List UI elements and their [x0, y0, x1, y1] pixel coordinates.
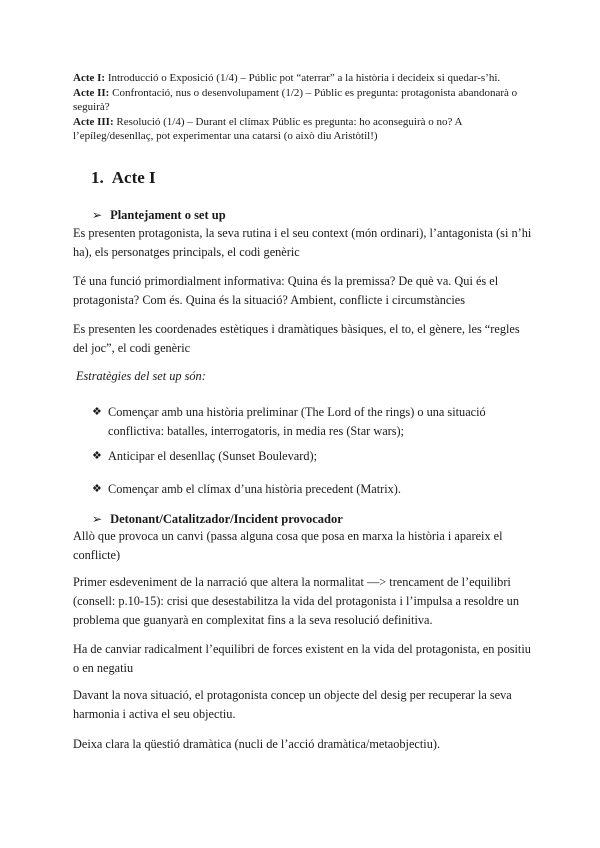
diamond-bullet-icon: ❖: [92, 450, 102, 462]
diamond-bullet-icon: ❖: [92, 483, 102, 495]
subheading-detonant: [92, 512, 343, 527]
diamond-bullet-icon: ❖: [92, 406, 102, 418]
heading-acte-1: [91, 168, 156, 188]
subheading-setup: [92, 208, 226, 223]
summary-act-2: Acte II: Confrontació, nus o desenvolupament (1/2) – Públic es pregunta: protagonista abandonarà o seguirà?: [73, 86, 518, 113]
paragraph: Té una funció primordialment informativa: Quina és la premissa? De què va. Qui és el protagonista? Com és. Quina és la situació? Ambient, conflicte i circumstàncies: [73, 274, 499, 307]
heading-title: Acte I: [111, 168, 156, 187]
paragraph: Es presenten protagonista, la seva rutina i el seu context (món ordinari), l’antagonista (si n’hi ha), els personatges principals, el codi genèric: [73, 226, 532, 259]
subheading-detonant-title: Detonant/Catalitzador/Incident provocador: [110, 512, 343, 526]
heading-number: 1.: [91, 168, 104, 187]
arrow-bullet-icon: ➢: [92, 208, 103, 222]
subheading-setup-title: Plantejament o set up: [110, 208, 226, 222]
strategies-label: Estratègies del set up són:: [76, 369, 206, 383]
paragraph: Davant la nova situació, el protagonista concep un objecte del desig per recuperar la seva harmonia i activa el seu objectiu.: [73, 688, 512, 721]
arrow-bullet-icon: ➢: [92, 512, 103, 526]
list-item: ❖ Anticipar el desenllaç (Sunset Boulevard);: [92, 447, 522, 466]
paragraph: Primer esdeveniment de la narració que altera la normalitat —> trencament de l’equilibri (consell: p.10-15): crisi que desestabilitza la vida del protagonista i l’impulsa a resoldre un problema que guanyarà en complexitat fins a la seva resolució definitiva.: [73, 575, 519, 627]
list-item: ❖ Començar amb una història preliminar (The Lord of the rings) o una situació conflictiva: batalles, interrogatoris, in media res (Star wars);: [92, 405, 486, 438]
summary-act-1: Acte I: Introducció o Exposició (1/4) – Públic pot “aterrar” a la història i decideix si quedar-s’hi.: [73, 72, 501, 84]
paragraph: Ha de canviar radicalment l’equilibri de forces existent en la vida del protagonista, en positiu o en negatiu: [73, 642, 531, 675]
paragraph: Deixa clara la qüestió dramàtica (nucli de l’acció dramàtica/metaobjectiu).: [73, 737, 441, 751]
acts-summary: [73, 71, 543, 144]
list-item: ❖ Començar amb el clímax d’una història precedent (Matrix).: [92, 480, 522, 499]
summary-act-3: Acte III: Resolució (1/4) – Durant el clímax Públic es pregunta: ho aconseguirà o no? A l’epíleg/desenllaç, pot experimentar una catarsi (o això diu Aristòtil!): [73, 115, 462, 142]
paragraph: Allò que provoca un canvi (passa alguna cosa que posa en marxa la història i apareix el conflicte): [73, 529, 503, 562]
paragraph: Es presenten les coordenades estètiques i dramàtiques bàsiques, el to, el gènere, les “regles del joc”, el codi genèric: [73, 322, 520, 355]
